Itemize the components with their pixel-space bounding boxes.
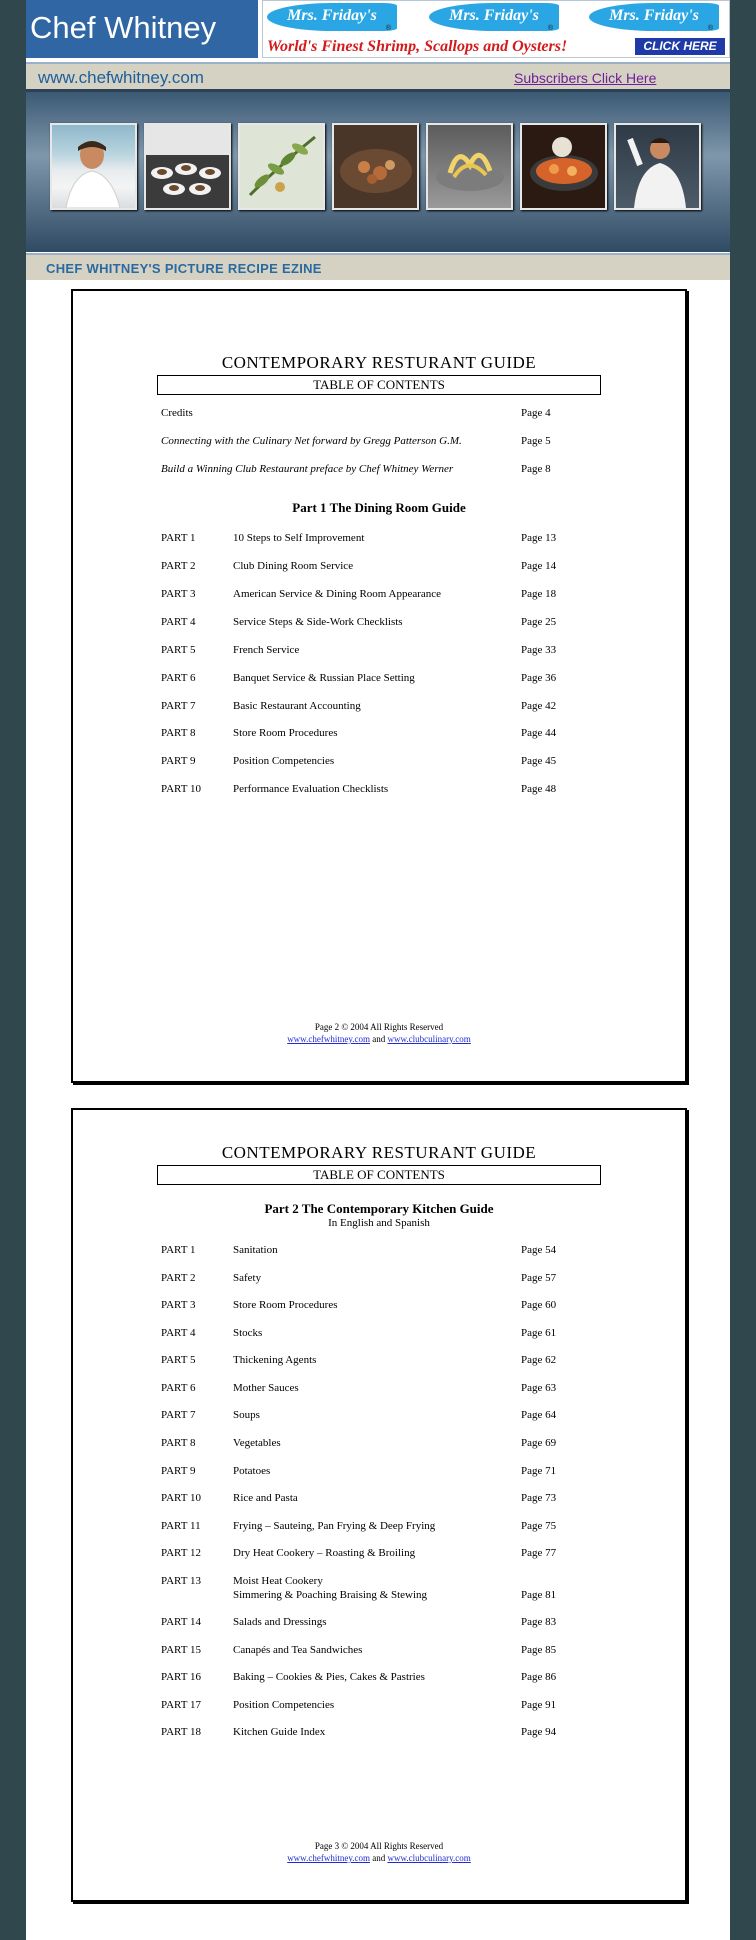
toc-part: PART 2: [161, 1272, 196, 1284]
sauteed-dish-photo: [332, 123, 419, 210]
site-brand[interactable]: [26, 0, 258, 58]
url-bar: [26, 62, 730, 89]
toc-part: PART 15: [161, 1644, 201, 1656]
toc-entry-title: Rice and Pasta: [233, 1492, 298, 1504]
toc-row: [73, 463, 685, 489]
toc-part: PART 11: [161, 1520, 201, 1532]
toc-entry-title: Mother Sauces: [233, 1382, 299, 1394]
toc-entry-page: Page 64: [521, 1409, 557, 1421]
toc-row: [73, 1299, 685, 1325]
site-url-link[interactable]: www.chefwhitney.com: [38, 68, 204, 87]
toc-row: [73, 1520, 685, 1546]
toc-entry-page: Page 42: [521, 700, 557, 712]
toc-entry-page: Page 62: [521, 1354, 557, 1366]
toc-part: PART 13: [161, 1575, 201, 1587]
toc-row: [73, 1699, 685, 1725]
toc-entry-title: Frying – Sauteing, Pan Frying & Deep Frying: [233, 1520, 436, 1532]
pasta-icon: [428, 125, 511, 208]
registered-mark: ®: [707, 25, 713, 32]
registered-mark: ®: [385, 25, 391, 32]
toc-entry-page: Page 18: [521, 588, 557, 600]
toc-entry-title: Position Competencies: [233, 755, 335, 767]
toc-entry-title: Safety: [233, 1272, 262, 1284]
toc-row: [73, 532, 685, 558]
toc-entry-page: Page 57: [521, 1272, 557, 1284]
brand-label: Mrs. Friday's: [287, 7, 377, 24]
toc-entry-title: Dry Heat Cookery – Roasting & Broiling: [233, 1547, 416, 1559]
toc-entry-page: Page 44: [521, 727, 557, 739]
toc-entry-title: Kitchen Guide Index: [233, 1726, 326, 1738]
toc-entry-title: Baking – Cookies & Pies, Cakes & Pastries: [233, 1671, 425, 1683]
toc-entry-title: Sanitation: [233, 1244, 278, 1256]
toc-row: [73, 1437, 685, 1463]
toc-part: PART 5: [161, 1354, 196, 1366]
document-footer: [73, 1021, 685, 1045]
toc-entry-page: Page 61: [521, 1327, 557, 1339]
toc-row: [73, 1354, 685, 1380]
toc-row: [73, 672, 685, 698]
toc-row: [73, 435, 685, 461]
toc-row: [73, 1409, 685, 1435]
toc-entry-title: Banquet Service & Russian Place Setting: [233, 672, 415, 684]
chef-icon: [616, 125, 699, 208]
brand-label: Mrs. Friday's: [609, 7, 699, 24]
toc-entry-page: Page 85: [521, 1644, 557, 1656]
toc-part: PART 6: [161, 672, 196, 684]
clubculinary-link[interactable]: www.clubculinary.com: [387, 1853, 471, 1863]
toc-entry-title-continued: Simmering & Poaching Braising & Stewing: [233, 1589, 428, 1601]
toc-part: PART 7: [161, 1409, 196, 1421]
toc-entry-page: Page 13: [521, 532, 557, 544]
toc-part: PART 9: [161, 755, 196, 767]
toc-entry-page: Page 86: [521, 1671, 557, 1683]
pasta-pan-photo: [426, 123, 513, 210]
section-header: [26, 253, 730, 280]
toc-row: [73, 783, 685, 809]
footer-page-line: Page 2 © 2004 All Rights Reserved: [314, 1022, 444, 1032]
document-footer: [73, 1840, 685, 1864]
fish-logo: [589, 3, 719, 31]
toc-row: [73, 1726, 685, 1752]
herbs-photo: [238, 123, 325, 210]
chef-portrait-photo: [50, 123, 137, 210]
part-heading: Part 2 The Contemporary Kitchen Guide: [264, 1201, 494, 1216]
toc-row: [73, 1644, 685, 1670]
toc-entry-page: Page 14: [521, 560, 557, 572]
toc-entry-title: Build a Winning Club Restaurant preface by Chef Whitney Werner: [161, 463, 454, 475]
toc-part: PART 5: [161, 644, 196, 656]
registered-mark: ®: [547, 25, 553, 32]
document-title: CONTEMPORARY RESTURANT GUIDE: [221, 353, 537, 372]
toc-entry-title: Soups: [233, 1409, 260, 1421]
toc-part: PART 16: [161, 1671, 201, 1683]
plates-icon: [146, 125, 229, 208]
chef-icon: [52, 125, 135, 208]
toc-part: PART 1: [161, 1244, 196, 1256]
toc-entry-page: Page 69: [521, 1437, 557, 1449]
chef-at-work-photo: [614, 123, 701, 210]
toc-part: PART 14: [161, 1616, 201, 1628]
toc-entry-page: Page 77: [521, 1547, 557, 1559]
toc-row: [73, 588, 685, 614]
plated-dishes-photo: [144, 123, 231, 210]
site-title: Chef Whitney: [30, 10, 217, 45]
toc-entry-title: Thickening Agents: [233, 1354, 317, 1366]
toc-entry-page: Page 63: [521, 1382, 557, 1394]
herb-icon: [240, 125, 323, 208]
toc-entry-title: 10 Steps to Self Improvement: [233, 532, 365, 544]
toc-entry-page: Page 73: [521, 1492, 557, 1504]
toc-part: PART 4: [161, 616, 196, 628]
toc-entry-title: Club Dining Room Service: [233, 560, 354, 572]
toc-row: [73, 1272, 685, 1298]
toc-entry-title: Connecting with the Culinary Net forward by Gregg Patterson G.M.: [161, 435, 462, 447]
toc-row: [73, 1492, 685, 1518]
toc-entry-page: Page 4: [521, 407, 551, 419]
chefwhitney-link[interactable]: www.chefwhitney.com: [287, 1853, 370, 1863]
part-heading: Part 1 The Dining Room Guide: [292, 500, 466, 515]
toc-part: PART 1: [161, 532, 196, 544]
toc-entry-title: Canapés and Tea Sandwiches: [233, 1644, 363, 1656]
toc-entry-title: Stocks: [233, 1327, 263, 1339]
subscribers-link[interactable]: Subscribers Click Here: [514, 70, 657, 86]
chefwhitney-link[interactable]: www.chefwhitney.com: [287, 1034, 370, 1044]
part-subheading: In English and Spanish: [328, 1217, 430, 1229]
toc-entry-title: American Service & Dining Room Appearance: [233, 588, 442, 600]
toc-entry-title: Potatoes: [233, 1465, 271, 1477]
toc-entry-page: Page 5: [521, 435, 551, 447]
toc-row: [73, 1547, 685, 1573]
toc-row: [73, 1575, 685, 1613]
document-page: [71, 289, 687, 1083]
toc-entry-page: Page 60: [521, 1299, 557, 1311]
toc-entry-title: French Service: [233, 644, 300, 656]
table-of-contents-label: TABLE OF CONTENTS: [157, 1165, 601, 1185]
pan-icon: [334, 125, 417, 208]
toc-entry-page: Page 36: [521, 672, 557, 684]
toc-row: [73, 407, 685, 433]
ad-banner[interactable]: [262, 0, 730, 58]
toc-entry-page: Page 94: [521, 1726, 557, 1738]
toc-part: PART 18: [161, 1726, 201, 1738]
toc-row: [73, 1244, 685, 1270]
toc-entry-title: Moist Heat Cookery: [233, 1575, 323, 1587]
toc-entry-page: Page 91: [521, 1699, 557, 1711]
toc-part: PART 10: [161, 783, 201, 795]
footer-and: and: [370, 1853, 388, 1863]
toc-row: [73, 1671, 685, 1697]
toc-entry-page: Page 45: [521, 755, 557, 767]
toc-part: PART 8: [161, 727, 196, 739]
toc-part: PART 4: [161, 1327, 196, 1339]
table-of-contents-label: TABLE OF CONTENTS: [157, 375, 601, 395]
toc-entry-page: Page 48: [521, 783, 557, 795]
banner-slogan: World's Finest Shrimp, Scallops and Oysters!: [267, 38, 568, 55]
seafood-pan-photo: [520, 123, 607, 210]
toc-part: PART 10: [161, 1492, 201, 1504]
section-title: CHEF WHITNEY'S PICTURE RECIPE EZINE: [46, 261, 322, 276]
toc-row: [73, 727, 685, 753]
toc-part: PART 12: [161, 1547, 201, 1559]
toc-row: [73, 1382, 685, 1408]
footer-links: [73, 1852, 685, 1864]
footer-page-line: Page 3 © 2004 All Rights Reserved: [314, 1841, 444, 1851]
toc-row: [73, 616, 685, 642]
brand-label: Mrs. Friday's: [449, 7, 539, 24]
toc-part: PART 2: [161, 560, 196, 572]
toc-part: PART 3: [161, 1299, 196, 1311]
toc-row: [73, 644, 685, 670]
toc-entry-title: Basic Restaurant Accounting: [233, 700, 361, 712]
toc-row: [73, 1465, 685, 1491]
document-page: [71, 1108, 687, 1902]
toc-entry-page: Page 25: [521, 616, 557, 628]
toc-row: [73, 1616, 685, 1642]
toc-row: [73, 1327, 685, 1353]
footer-and: and: [370, 1034, 388, 1044]
toc-entry-title: Credits: [161, 407, 193, 419]
toc-row: [73, 755, 685, 781]
fish-logo: [429, 3, 559, 31]
clubculinary-link[interactable]: www.clubculinary.com: [387, 1034, 471, 1044]
click-here-button[interactable]: CLICK HERE: [635, 38, 725, 55]
footer-links: [73, 1033, 685, 1045]
toc-part: PART 6: [161, 1382, 196, 1394]
toc-part: PART 3: [161, 588, 196, 600]
toc-entry-title: Salads and Dressings: [233, 1616, 327, 1628]
toc-entry-title: Position Competencies: [233, 1699, 335, 1711]
fish-logo: [267, 3, 397, 31]
page-container: [26, 0, 730, 1940]
toc-entry-page: Page 71: [521, 1465, 557, 1477]
document-title: CONTEMPORARY RESTURANT GUIDE: [221, 1143, 537, 1162]
toc-part: PART 9: [161, 1465, 196, 1477]
toc-entry-page: Page 54: [521, 1244, 557, 1256]
toc-entry-title: Performance Evaluation Checklists: [233, 783, 389, 795]
toc-row: [73, 700, 685, 726]
photo-gallery: [26, 89, 730, 252]
toc-entry-page: Page 81: [521, 1589, 557, 1601]
toc-entry-page: Page 83: [521, 1616, 557, 1628]
toc-entry-page: Page 8: [521, 463, 551, 475]
toc-row: [73, 560, 685, 586]
toc-part: PART 8: [161, 1437, 196, 1449]
toc-entry-title: Vegetables: [233, 1437, 281, 1449]
seafood-icon: [522, 125, 605, 208]
toc-entry-title: Service Steps & Side-Work Checklists: [233, 616, 403, 628]
toc-entry-title: Store Room Procedures: [233, 727, 338, 739]
toc-entry-page: Page 75: [521, 1520, 557, 1532]
toc-entry-page: Page 33: [521, 644, 557, 656]
toc-part: PART 17: [161, 1699, 201, 1711]
toc-part: PART 7: [161, 700, 196, 712]
toc-entry-title: Store Room Procedures: [233, 1299, 338, 1311]
